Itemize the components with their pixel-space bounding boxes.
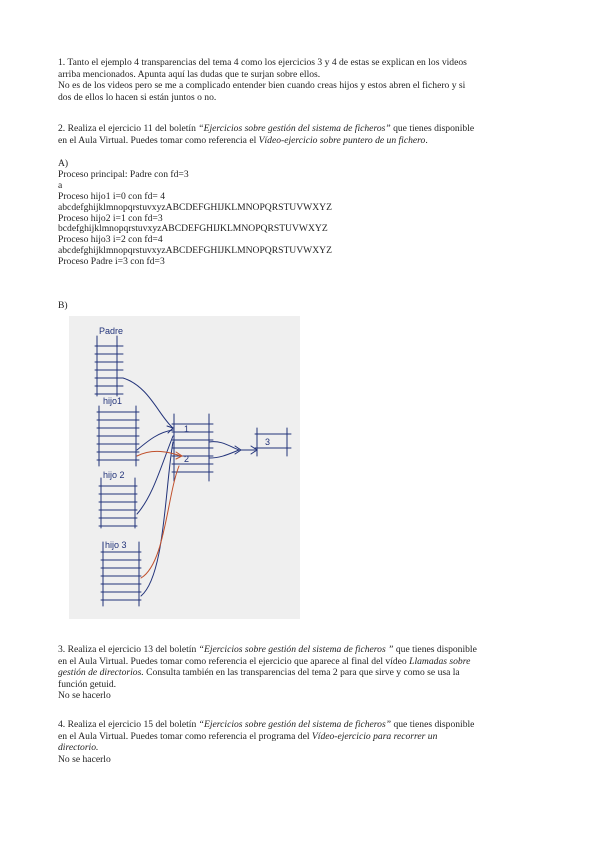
output-line: Proceso hijo1 i=0 con fd= 4	[58, 190, 166, 202]
output-line: a	[58, 179, 63, 191]
output-line: abcdefghijklmnopqrstuvxyzABCDEFGHIJKLMNOPQRSTUVWXYZ	[58, 245, 332, 257]
section-4-prefix: 4. Realiza el ejercicio 15 del boletín	[58, 719, 199, 730]
section-3	[58, 644, 544, 702]
output-line: Proceso hijo2 i=1 con fd=3	[58, 212, 163, 224]
answer-a-label: A)	[58, 158, 69, 169]
output-line: Proceso principal: Padre con fd=3	[58, 168, 189, 180]
diagram-label-pos2: 2	[184, 454, 190, 464]
diagram-drawing	[69, 316, 300, 619]
section-4	[58, 719, 544, 765]
section-3-answer: No se hacerlo	[58, 690, 111, 702]
handwritten-diagram-photo	[69, 316, 300, 619]
section-2-mid: que tienes disponible	[390, 123, 475, 134]
section-4-title: “Ejercicios sobre gestión del sistema de ficheros”	[198, 719, 392, 730]
section-4-line2-prefix: en el Aula Virtual. Puedes tomar como referencia el programa del	[58, 730, 312, 742]
diagram-label-padre: Padre	[99, 326, 124, 336]
diagram-label-count: 3	[265, 437, 271, 447]
section-3-ref-cont: gestión de directorios.	[58, 667, 144, 679]
section-4-line	[58, 731, 544, 743]
section-2-prefix: 2. Realiza el ejercicio 11 del boletín	[58, 123, 199, 134]
output-line: abcdefghijklmnopqrstuvxyzABCDEFGHIJKLMNOPQRSTUVWXYZ	[58, 201, 332, 213]
section-4-line	[58, 719, 544, 731]
section-2-line2-suffix: .	[425, 134, 428, 146]
section-3-line2-prefix: en el Aula Virtual. Puedes tomar como referencia el ejercicio que aparece al final del vídeo	[58, 655, 410, 667]
section-4-line	[58, 742, 544, 754]
section-3-mid: que tienes disponible	[393, 644, 477, 655]
answer-b-label: B)	[58, 300, 68, 311]
section-4-ref-cont: directorio.	[58, 742, 99, 754]
diagram-label-hijo2: hijo 2	[103, 470, 125, 480]
section-2-line	[58, 123, 544, 135]
output-line: Proceso Padre i=3 con fd=3	[58, 256, 165, 268]
section-3-line	[58, 667, 544, 679]
section-1-answer: No es de los videos pero se me a complicado entender bien cuando creas hijos y estos abren el fichero y si	[58, 80, 466, 92]
section-3-line	[58, 644, 544, 656]
diagram-label-hijo3: hijo 3	[105, 540, 127, 550]
section-1	[58, 57, 544, 103]
section-1-line: arriba mencionados. Apunta aquí las dudas que te surjan sobre ellos.	[58, 68, 321, 80]
section-1-answer: dos de ellos lo hacen si están juntos o no.	[58, 91, 217, 103]
section-2-ref: Vídeo-ejercicio sobre puntero de un fichero	[258, 134, 426, 146]
output-line: bcdefghijklmnopqrstuvxyzABCDEFGHIJKLMNOPQRSTUVWXYZ	[58, 223, 328, 235]
diagram-label-pos1: 1	[184, 424, 190, 434]
output-line: Proceso hijo3 i=2 con fd=4	[58, 234, 163, 246]
section-2-line	[58, 135, 544, 147]
section-4-answer: No se hacerlo	[58, 753, 111, 765]
section-4-mid: que tienes disponible	[391, 719, 475, 730]
section-3-line: función getuid.	[58, 678, 117, 690]
section-3-line	[58, 656, 544, 668]
section-1-line: 1. Tanto el ejemplo 4 transparencias del tema 4 como los ejercicios 3 y 4 de estas se explican en los videos	[58, 57, 467, 68]
section-2-line2-prefix: en el Aula Virtual. Puedes tomar como referencia el	[58, 134, 259, 146]
section-3-line3-suffix: Consulta también en las transparencias del tema 2 para que sirve y como se usa la	[143, 667, 460, 679]
section-2-title: “Ejercicios sobre gestión del sistema de ficheros”	[198, 123, 391, 134]
section-3-title: “Ejercicios sobre gestión del sistema de ficheros ”	[198, 644, 394, 655]
section-3-prefix: 3. Realiza el ejercicio 13 del boletín	[58, 644, 199, 655]
section-3-ref: Llamadas sobre	[409, 655, 471, 667]
section-4-ref: Vídeo-ejercicio para recorrer un	[311, 730, 438, 742]
answer-a	[58, 159, 544, 268]
section-2	[58, 123, 544, 146]
answer-b	[58, 300, 544, 312]
diagram-label-hijo1: hijo1	[103, 396, 123, 406]
